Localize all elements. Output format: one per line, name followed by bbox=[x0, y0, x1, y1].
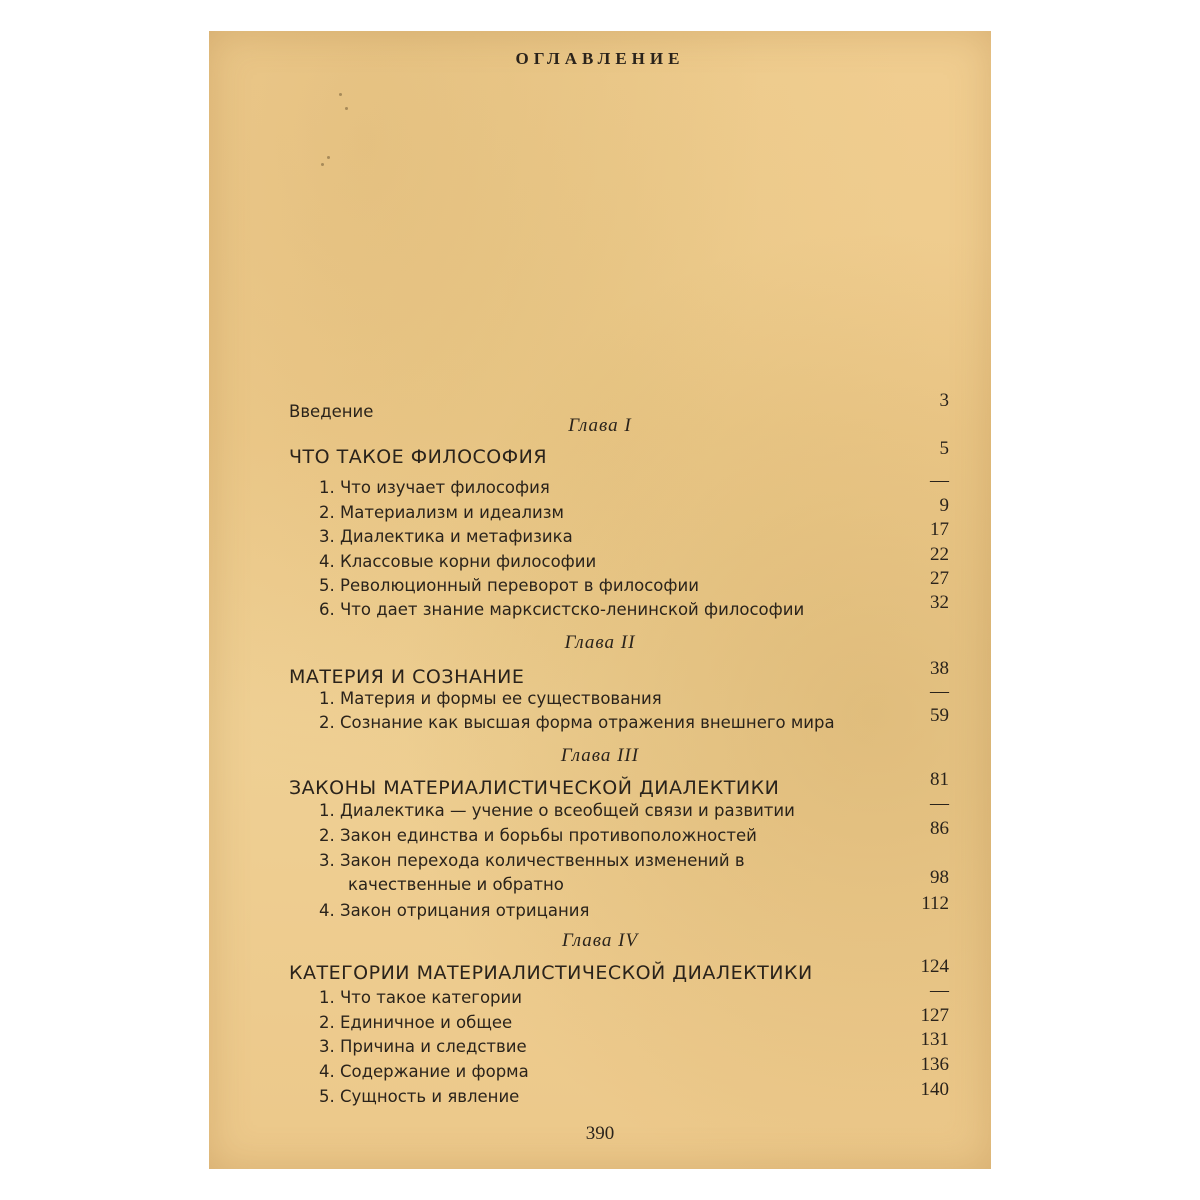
chapter-row-4[interactable] bbox=[209, 956, 991, 984]
toc-section-label: 1. Что такое категории bbox=[319, 988, 522, 1007]
chapter-row-3[interactable] bbox=[209, 769, 991, 799]
toc-section-row[interactable] bbox=[209, 980, 991, 1010]
toc-section-row[interactable] bbox=[209, 705, 991, 735]
toc-section-label: 3. Причина и следствие bbox=[319, 1037, 527, 1056]
toc-section-row[interactable] bbox=[209, 1029, 991, 1059]
toc-section-page: 22 bbox=[930, 544, 949, 565]
chapter-heading-2: Глава II bbox=[564, 632, 636, 653]
toc-section-page: 9 bbox=[939, 495, 949, 516]
toc-section-row[interactable] bbox=[209, 681, 991, 711]
book-page bbox=[209, 31, 991, 1169]
toc-section-label: 4. Закон отрицания отрицания bbox=[319, 901, 590, 920]
paper-speck bbox=[345, 107, 348, 110]
chapter-title-4: КАТЕГОРИИ МАТЕРИАЛИСТИЧЕСКОЙ ДИАЛЕКТИКИ bbox=[289, 962, 813, 984]
chapter-page-2: 38 bbox=[930, 658, 949, 679]
toc-section-row[interactable] bbox=[209, 544, 991, 574]
toc-section-page: 86 bbox=[930, 818, 949, 839]
toc-intro-page: 3 bbox=[939, 390, 949, 411]
toc-title: ОГЛАВЛЕНИЕ bbox=[515, 49, 685, 68]
toc-section-label: 2. Сознание как высшая форма отражения внешнего мира bbox=[319, 713, 835, 732]
toc-section-row[interactable] bbox=[209, 568, 991, 598]
toc-section-page: — bbox=[930, 793, 949, 814]
toc-section-label-continued: качественные и обратно bbox=[348, 875, 564, 894]
chapter-title-1: ЧТО ТАКОЕ ФИЛОСОФИЯ bbox=[289, 446, 548, 468]
toc-section-label: 4. Классовые корни философии bbox=[319, 552, 597, 571]
toc-section-page: 131 bbox=[920, 1029, 949, 1050]
toc-section-page: 27 bbox=[930, 568, 949, 589]
toc-section-page: 136 bbox=[920, 1054, 949, 1075]
paper-speck bbox=[321, 163, 324, 166]
chapter-title-3: ЗАКОНЫ МАТЕРИАЛИСТИЧЕСКОЙ ДИАЛЕКТИКИ bbox=[289, 777, 780, 799]
toc-section-row[interactable] bbox=[209, 893, 991, 923]
chapter-row-1[interactable] bbox=[209, 438, 991, 468]
toc-section-row[interactable] bbox=[209, 1079, 991, 1109]
paper-speck bbox=[327, 156, 330, 159]
toc-section-label: 3. Закон перехода количественных изменений в bbox=[319, 851, 745, 870]
toc-section-row[interactable] bbox=[209, 495, 991, 525]
toc-section-page: 127 bbox=[920, 1005, 949, 1026]
toc-section-row[interactable] bbox=[209, 1005, 991, 1035]
paper-speck bbox=[339, 93, 342, 96]
toc-section-label: 2. Закон единства и борьбы противоположностей bbox=[319, 826, 757, 845]
toc-section-page: — bbox=[930, 470, 949, 491]
toc-section-page: 112 bbox=[921, 893, 949, 914]
toc-section-label: 6. Что дает знание марксистско-ленинской философии bbox=[319, 600, 805, 619]
toc-section-row[interactable] bbox=[209, 470, 991, 500]
toc-section-page: 59 bbox=[930, 705, 949, 726]
toc-section-label: 5. Революционный переворот в философии bbox=[319, 576, 699, 595]
toc-intro-label: Введение bbox=[289, 402, 374, 421]
toc-section-label: 3. Диалектика и метафизика bbox=[319, 527, 573, 546]
toc-section-label: 4. Содержание и форма bbox=[319, 1062, 529, 1081]
toc-section-label: 2. Единичное и общее bbox=[319, 1013, 513, 1032]
toc-section-label: 1. Что изучает философия bbox=[319, 478, 550, 497]
toc-section-label: 1. Материя и формы ее существования bbox=[319, 689, 662, 708]
toc-section-page: — bbox=[930, 980, 949, 1001]
toc-section-label: 1. Диалектика — учение о всеобщей связи и развитии bbox=[319, 801, 795, 820]
toc-section-row[interactable] bbox=[209, 793, 991, 823]
toc-section-page: 32 bbox=[930, 592, 949, 613]
chapter-title-2: МАТЕРИЯ И СОЗНАНИЕ bbox=[289, 666, 525, 688]
toc-section-page: — bbox=[930, 681, 949, 702]
page-number: 390 bbox=[585, 1123, 615, 1144]
chapter-page-1: 5 bbox=[939, 438, 949, 459]
toc-section-row[interactable] bbox=[209, 592, 991, 622]
toc-section-row[interactable] bbox=[209, 849, 991, 897]
toc-section-page: 98 bbox=[930, 867, 949, 888]
toc-section-label: 5. Сущность и явление bbox=[319, 1087, 520, 1106]
chapter-row-2[interactable] bbox=[209, 658, 991, 688]
toc-section-page: 140 bbox=[920, 1079, 949, 1100]
chapter-heading-1: Глава I bbox=[568, 415, 632, 436]
chapter-heading-3: Глава III bbox=[560, 745, 640, 766]
toc-section-page: 17 bbox=[930, 519, 949, 540]
toc-section-label: 2. Материализм и идеализм bbox=[319, 503, 564, 522]
chapter-heading-4: Глава IV bbox=[561, 930, 639, 951]
toc-section-row[interactable] bbox=[209, 519, 991, 549]
toc-section-row[interactable] bbox=[209, 818, 991, 848]
toc-section-row[interactable] bbox=[209, 1054, 991, 1084]
chapter-page-4: 124 bbox=[920, 956, 949, 977]
chapter-page-3: 81 bbox=[930, 769, 949, 790]
